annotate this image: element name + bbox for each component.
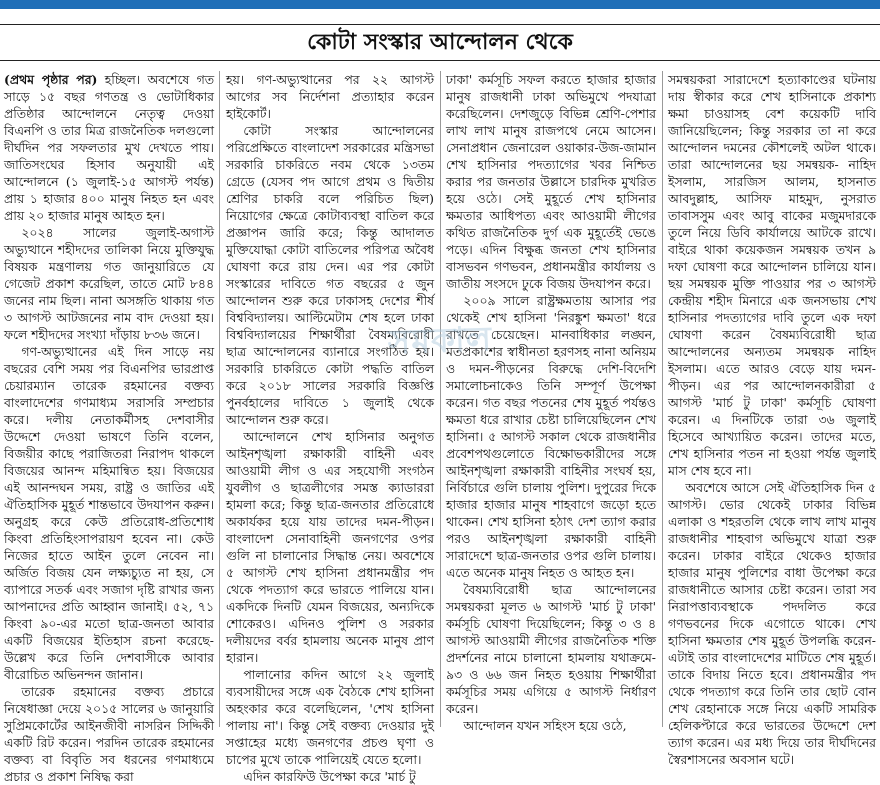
paragraph-text: হচ্ছিল। অবশেষে গত সাড়ে ১৫ বছর গণতন্ত্র ও ভোটাধিকার প্রতিষ্ঠার আন্দোলনে নেতৃত্ব দেওয়া বিএনপি ও তার মিত্র রাজনৈতিক দলগুলো দীর্ঘদিন পর সফলতার মুখ দেখতে পায়। জাতিসংঘের হিসাব অনুযায়ী এই আন্দোলনে (১ জুলাই-১৫ আগস্ট পর্যন্ত) প্রায় ১ হাজার ৪০০ মানুষ নিহত হন এবং প্রায় ২০ হাজার মানুষ আহত হন। — [4, 72, 214, 223]
article-headline: কোটা সংস্কার আন্দোলন থেকে — [307, 29, 573, 55]
column-4 — [668, 71, 876, 767]
continuation-label: (প্রথম পৃষ্ঠার পর) — [4, 72, 98, 87]
paragraph: এদিন কারফিউ উপেক্ষা করে 'মার্চ টু — [243, 769, 416, 784]
paragraph: কোটা সংস্কার আন্দোলনের পরিপ্রেক্ষিতে বাংলাদেশ সরকারের মন্ত্রিসভা সরকারি চাকরিতে নবম থেকে ১৩তম গ্রেডে (যেসব পদ আগে প্রথম ও দ্বিতীয় শ্রেণির চাকরি বলে পরিচিত ছিল) নিয়োগের ক্ষেত্রে কোটাব্যবস্থা বাতিল করে প্রজ্ঞাপন জারি করে; কিন্তু আদালত মুক্তিযোদ্ধা কোটা বাতিলের পরিপত্র অবৈধ ঘোষণা করে রায় দেন। এর পর কোটা সংস্কারের দাবিতে গত বছরের ৫ জুন আন্দোলন শুরু করে ঢাকাসহ দেশের শীর্ষ বিশ্ববিদ্যালয়। আল্টিমেটাম শেষ হলে ঢাকা বিশ্ববিদ্যালয়ের শিক্ষার্থীরা বৈষম্যবিরোধী ছাত্র আন্দোলনের ব্যানারে সংগঠিত হয়। সরকারি চাকরিতে কোটা পদ্ধতি বাতিল করে ২০১৮ সালের সরকারি বিজ্ঞপ্তি পুনর্বহালের দাবিতে ১ জুলাই থেকে আন্দোলন শুরু করে। — [226, 123, 434, 427]
headline-bottom-rule — [0, 60, 880, 61]
column-2 — [226, 71, 434, 784]
publisher-watermark: সমকাল — [387, 319, 493, 363]
paragraph: আন্দোলন যখন সহিংস হয়ে ওঠে, — [463, 718, 627, 733]
paragraph: তারেক রহমানের বক্তব্য প্রচারে নিষেধাজ্ঞা দেয়ে ২০১৫ সালের ৬ জানুয়ারি সুপ্রিমকোর্টের আইনজীবী নাসরিন সিদ্দিকী একটি রিট করেন। পরদিন তারেক রহমানের বক্তব্য বা বিবৃতি সব ধরনের গণমাধ্যমে প্রচার ও প্রকাশ নিষিদ্ধ করা — [4, 684, 214, 784]
column-3 — [446, 71, 656, 731]
paragraph: ২০০৯ সালে রাষ্ট্রক্ষমতায় আসার পর থেকেই শেখ হাসিনা 'নিরঙ্কুশ ক্ষমতা' ধরে রাখতে চেয়েছেন। মানবাধিকার লঙ্ঘন, মতপ্রকাশের স্বাধীনতা হরণসহ নানা অনিয়ম ও দমন-পীড়নের বিরুদ্ধে দেশি-বিদেশি সমালোচনাকেও তিনি সম্পূর্ণ উপেক্ষা করেন। গত বছর পতনের শেষ মুহূর্ত পর্যন্তও ক্ষমতা ধরে রাখার চেষ্টা চালিয়েছিলেন শেখ হাসিনা। ৫ আগস্ট সকাল থেকে রাজধানীর প্রবেশপথগুলোতে বিক্ষোভকারীদের সঙ্গে আইনশৃঙ্খলা রক্ষাকারী বাহিনীর সংঘর্ষ হয়, নির্বিচারে গুলি চালায় পুলিশ। দুপুরের দিকে হাজার হাজার মানুষ শাহবাগে জড়ো হতে থাকেন। শেখ হাসিনা হঠাৎ দেশ ত্যাগ করার পরও আইনশৃঙ্খলা রক্ষাকারী বাহিনী সারাদেশে ছাত্র-জনতার ওপর গুলি চালায়। এতে অনেক মানুষ নিহত ও আহত হন। — [446, 293, 656, 580]
paragraph: বৈষম্যবিরোধী ছাত্র আন্দোলনের সমন্বয়করা মূলত ৬ আগস্ট 'মার্চ টু ঢাকা' কর্মসূচি ঘোষণা দিয়েছিলেন; কিন্তু ৩ ও ৪ আগস্ট আওয়ামী লীগের রাজনৈতিক শক্তি প্রদর্শনের নামে চালানো হামলায় যথাক্রমে- ৯৩ ও ৬৬ জন নিহত হওয়ায় শিক্ষার্থীরা কর্মসূচির সময় এগিয়ে ৫ আগস্ট নির্ধারণ করেন। — [446, 582, 656, 716]
paragraph: পালানোর কদিন আগে ২২ জুলাই ব্যবসায়ীদের সঙ্গে এক বৈঠকে শেখ হাসিনা অহংকার করে বলেছিলেন, 'শেখ হাসিনা পালায় না'। কিন্তু সেই বক্তব্য দেওয়ার দুই সপ্তাহের মধ্যে জনগণের প্রচণ্ড ঘৃণা ও চাপের মুখে তাকে পালিয়েই যেতে হলো। — [226, 667, 434, 767]
paragraph: হয়। গণ-অভ্যুত্থানের পর ২২ আগস্ট আগের সব নির্দেশনা প্রত্যাহার করেন হাইকোর্ট। — [226, 72, 434, 121]
column-divider — [662, 71, 663, 727]
paragraph — [4, 71, 214, 224]
paragraph: গণ-অভ্যুত্থানের এই দিন সাড়ে নয় বছরের বেশি সময় পর বিএনপির ভারপ্রাপ্ত চেয়ারম্যান তারেক রহমানের বক্তব্য বাংলাদেশের গণমাধ্যম সরাসরি সম্প্রচার করে। দলীয় নেতাকর্মীসহ দেশবাসীর উদ্দেশে দেওয়া ভাষণে তিনি বলেন, বিজয়ীর কাছে পরাজিতরা নিরাপদ থাকলে বিজয়ের আনন্দ মহিমান্বিত হয়। বিজয়ের এই আনন্দঘন সময়, রাষ্ট্র ও জাতির এই ঐতিহাসিক মুহূর্ত শান্তভাবে উদযাপন করুন। অনুগ্রহ করে কেউ প্রতিরোধ-প্রতিশোধ কিংবা প্রতিহিংসাপরায়ণ হবেন না। কেউ নিজের হাতে আইন তুলে নেবেন না। অর্জিত বিজয় যেন লক্ষ্যচ্যুত না হয়, সে ব্যাপারে সতর্ক এবং সজাগ দৃষ্টি রাখার জন্য আপনাদের প্রতি আহ্বান জানাই। ৫২, ৭১ কিংবা ৯০-এর মতো ছাত্র-জনতা আবার একটি বিজয়ের ইতিহাস রচনা করেছে- উল্লেখ করে তিনি দেশবাসীকে আবার বীরোচিত অভিনন্দন জানান। — [4, 344, 214, 682]
column-1 — [4, 71, 214, 784]
paragraph: আন্দোলনে শেখ হাসিনার অনুগত আইনশৃঙ্খলা রক্ষাকারী বাহিনী এবং আওয়ামী লীগ ও এর সহযোগী সংগঠন যুবলীগ ও ছাত্রলীগের সমস্ত ক্যাডাররা হামলা করে; কিন্তু ছাত্র-জনতার প্রতিরোধে অকার্যকর হয়ে যায় তাদের দমন-পীড়ন। বাংলাদেশ সেনাবাহিনী জনগণের ওপর গুলি না চালানোর সিদ্ধান্ত নেয়। অবশেষে ৫ আগস্ট শেখ হাসিনা প্রধানমন্ত্রীর পদ থেকে পদত্যাগ করে ভারতে পালিয়ে যান। একদিকে দিনটি যেমন বিজয়ের, অন্যদিকে শোকেরও। এদিনও পুলিশ ও সরকার দলীয়দের বর্বর হামলায় অনেক মানুষ প্রাণ হারান। — [226, 429, 434, 665]
paragraph: অবশেষে আসে সেই ঐতিহাসিক দিন ৫ আগস্ট। ভোর থেকেই ঢাকার বিভিন্ন এলাকা ও শহরতলি থেকে লাখ লাখ মানুষ রাজধানীর শাহবাগ অভিমুখে যাত্রা শুরু করেন। ঢাকার বাইরে থেকেও হাজার হাজার মানুষ পুলিশের বাধা উপেক্ষা করে রাজধানীতে আসার চেষ্টা করেন। তারা সব নিরাপত্তাব্যবস্থাকে পদদলিত করে গণভবনের দিকে এগোতে থাকে। শেখ হাসিনা ক্ষমতার শেষ মুহূর্ত উপলব্ধি করেন- এটাই তার বাংলাদেশের মাটিতে শেষ মুহূর্ত। তাকে বিদায় নিতে হবে। প্রধানমন্ত্রীর পদ থেকে পদত্যাগ করে তিনি তার ছোট বোন শেখ রেহানাকে সঙ্গে নিয়ে একটি সামরিক হেলিকপ্টারে করে ভারতের উদ্দেশে দেশ ত্যাগ করেন। এর মধ্য দিয়ে তার দীর্ঘদিনের স্বৈরশাসনের অবসান ঘটে। — [668, 480, 876, 767]
column-divider — [219, 71, 220, 727]
top-color-bar — [0, 0, 880, 9]
paragraph: ঢাকা' কর্মসূচি সফল করতে হাজার হাজার মানুষ রাজধানী ঢাকা অভিমুখে পদযাত্রা করেছিলেন। দেশজুড়ে বিভিন্ন শ্রেণি-পেশার লাখ লাখ মানুষ রাজপথে নেমে আসেন। সেনাপ্রধান জেনারেল ওয়াকার-উজ-জামান শেখ হাসিনার পদত্যাগের খবর নিশ্চিত করার পর জনতার উল্লাসে চারদিক মুখরিত হয়ে ওঠে। সেই মুহূর্তে শেখ হাসিনার ক্ষমতার আধিপত্য এবং আওয়ামী লীগের কথিত রাজনৈতিক দুর্গ এক মুহূর্তেই ভেঙে পড়ে। এদিন বিক্ষুব্ধ জনতা শেখ হাসিনার বাসভবন গণভবন, প্রধানমন্ত্রীর কার্যালয় ও জাতীয় সংসদে ঢুকে বিজয় উদযাপন করে। — [446, 72, 656, 291]
headline-top-rule — [0, 24, 880, 25]
paragraph: ২০২৪ সালের জুলাই-অগাস্ট অভ্যুত্থানে শহীদদের তালিকা নিয়ে মুক্তিযুদ্ধ বিষয়ক মন্ত্রণালয় গত জানুয়ারিতে যে গেজেট প্রকাশ করেছিল, তাতে মোট ৮৪৪ জনের নাম ছিল। নানা অসঙ্গতি থাকায় গত ৩ আগস্ট আটজনের নাম বাদ দেওয়া হয়। ফলে শহীদদের সংখ্যা দাঁড়ায় ৮৩৬ জনে। — [4, 225, 214, 342]
paragraph: সমন্বয়করা সারাদেশে হত্যাকাণ্ডের ঘটনায় দায় স্বীকার করে শেখ হাসিনাকে প্রকাশ্য ক্ষমা চাওয়াসহ বেশ কয়েকটি দাবি জানিয়েছিলেন; কিন্তু সরকার তা না করে আন্দোলন দমনের কৌশলেই অটল থাকে। তারা আন্দোলনের ছয় সমন্বয়ক- নাহিদ ইসলাম, সারজিস আলম, হাসনাত আবদুল্লাহ, আসিফ মাহমুদ, নুসরাত তাবাসসুম এবং আবু বাকের মজুমদারকে তুলে নিয়ে ডিবি কার্যালয়ে আটকে রাখে। বাইরে থাকা কয়েকজন সমন্বয়ক তখন ৯ দফা ঘোষণা করে আন্দোলন চালিয়ে যান। ছয় সমন্বয়ক মুক্তি পাওয়ার পর ৩ আগস্ট কেন্দ্রীয় শহীদ মিনারে এক জনসভায় শেখ হাসিনার পদত্যাগের দাবি তুলে এক দফা ঘোষণা করেন বৈষম্যবিরোধী ছাত্র আন্দোলনের অন্যতম সমন্বয়ক নাহিদ ইসলাম। এতে আরও বেড়ে যায় দমন-পীড়ন। এর পর আন্দোলনকারীরা ৫ আগস্ট 'মার্চ টু ঢাকা' কর্মসূচি ঘোষণা করেন। এ দিনটিকে তারা ৩৬ জুলাই হিসেবে আখ্যায়িত করেন। তাদের মতে, শেখ হাসিনার পতন না হওয়া পর্যন্ত জুলাই মাস শেষ হবে না। — [668, 72, 876, 478]
column-divider — [440, 71, 441, 727]
